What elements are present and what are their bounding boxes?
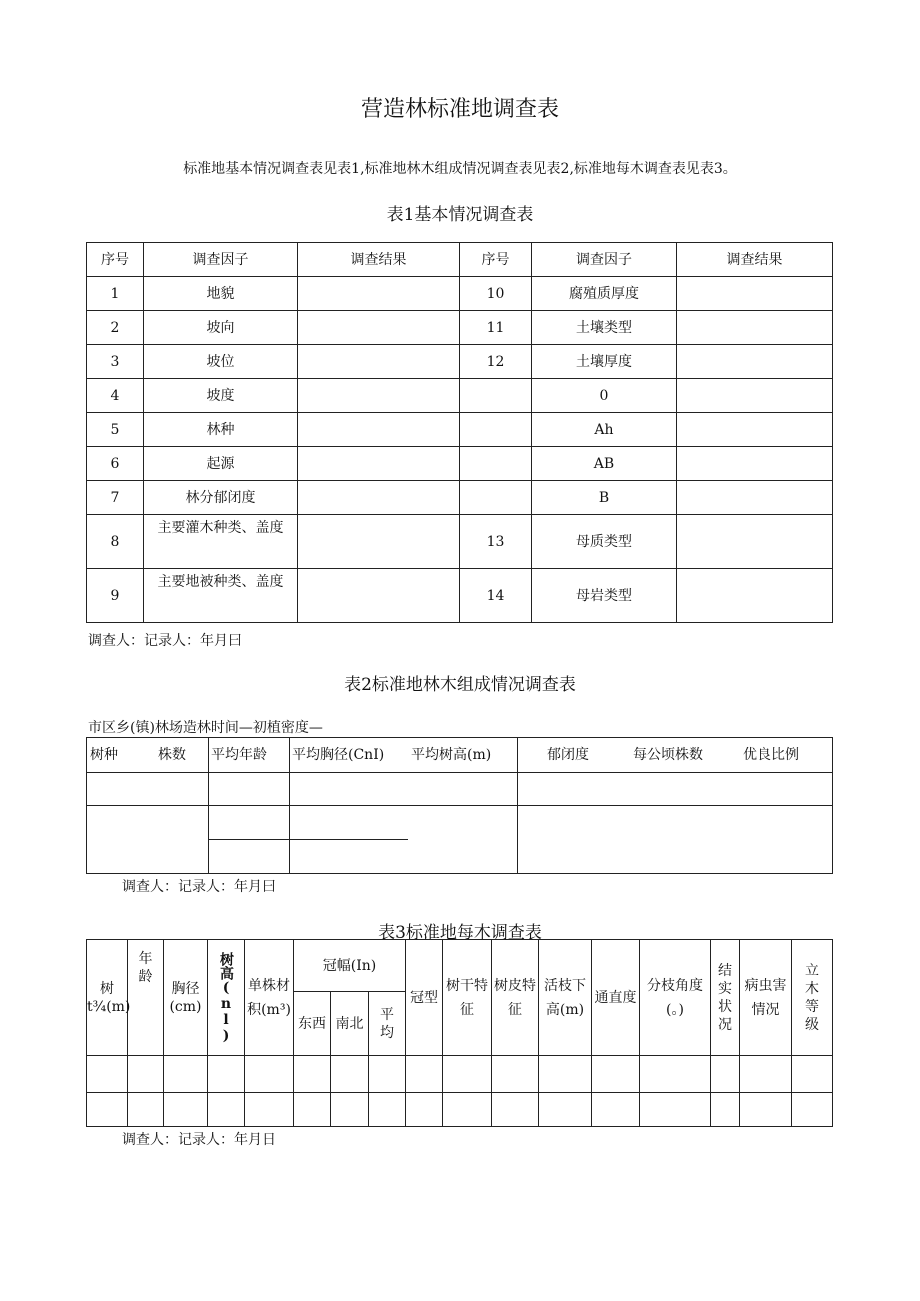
result-cell[interactable] [298,515,460,569]
header-dbh [164,940,208,1056]
row-factor: 腐殖质厚度 [532,277,677,311]
row-no: 8 [87,515,144,569]
row-factor: Ah [532,413,677,447]
row-factor: 林分郁闭度 [144,481,298,515]
table-row [87,379,833,413]
result-cell[interactable] [298,311,460,345]
table-row [87,413,833,447]
table3-caption: 表3标准地每木调查表 [378,923,542,943]
header-dbh-height [290,738,518,773]
data-cell[interactable] [740,1056,792,1093]
row-no: 9 [87,569,144,623]
header-factor-1: 调查因子 [144,243,298,277]
header-mean-text: 平均 [380,1006,394,1041]
data-cell[interactable] [128,1093,164,1127]
result-cell[interactable] [677,379,833,413]
header-grade [792,940,833,1056]
header-per-ha: 每公顷株数 [633,747,703,763]
header-height-text: 树高(nl) [218,951,234,1044]
row-no: 4 [87,379,144,413]
header-tree-no-a: 树 [100,980,114,997]
result-cell[interactable] [298,379,460,413]
table-row [87,311,833,345]
data-cell[interactable] [369,1093,406,1127]
row-no: 5 [87,413,144,447]
row-factor: 0 [532,379,677,413]
row-no: 14 [460,569,532,623]
data-cell[interactable] [443,1093,492,1127]
data-cell[interactable] [539,1056,592,1093]
table-row [87,1093,833,1127]
row-factor: 主要灌木种类、盖度 [144,515,298,569]
table-row [87,1056,833,1093]
header-result-1: 调查结果 [298,243,460,277]
header-fruiting [711,940,740,1056]
data-cell[interactable] [331,1093,369,1127]
data-cell[interactable] [740,1093,792,1127]
table-row [87,773,833,806]
data-cell[interactable] [87,773,209,806]
header-factor-2: 调查因子 [532,243,677,277]
header-trunk [443,940,492,1056]
header-height [208,940,245,1056]
result-cell[interactable] [298,569,460,623]
data-cell[interactable] [209,773,290,806]
result-cell[interactable] [677,515,833,569]
per-tree-table [86,939,833,1127]
result-cell[interactable] [298,447,460,481]
data-cell[interactable] [406,1056,443,1093]
data-cell[interactable] [87,1093,128,1127]
table-row [87,447,833,481]
data-cell[interactable] [164,1093,208,1127]
row-no [460,413,532,447]
data-cell[interactable] [290,773,518,806]
data-cell[interactable] [331,1056,369,1093]
row-factor: 坡度 [144,379,298,413]
result-cell[interactable] [677,413,833,447]
result-cell[interactable] [677,345,833,379]
table-row [87,481,833,515]
header-straightness: 通直度 [592,940,640,1056]
data-cell[interactable] [406,1093,443,1127]
row-no: 11 [460,311,532,345]
divider-line [208,839,408,840]
row-no: 1 [87,277,144,311]
header-pest [740,940,792,1056]
data-cell[interactable] [592,1056,640,1093]
header-avg-height: 平均树高(m) [411,747,492,763]
row-factor: 土壤厚度 [532,345,677,379]
table-row [87,806,833,840]
header-north-south: 南北 [331,992,369,1056]
header-result-2: 调查结果 [677,243,833,277]
data-cell[interactable] [208,1056,245,1093]
data-cell[interactable] [369,1056,406,1093]
data-cell[interactable] [164,1056,208,1093]
header-branch-angle [640,940,711,1056]
data-cell[interactable] [443,1056,492,1093]
header-age [128,940,164,1056]
result-cell[interactable] [677,311,833,345]
header-mean [369,992,406,1056]
header-trunk-text: 树干特征 [446,977,489,1018]
data-cell[interactable] [87,1056,128,1093]
row-factor: 土壤类型 [532,311,677,345]
data-cell[interactable] [492,1056,539,1093]
row-no: 12 [460,345,532,379]
row-factor: 起源 [144,447,298,481]
header-fruiting-text: 结实状况 [718,963,733,1033]
header-pest-text: 病虫害情况 [744,977,787,1018]
header-tree-no [87,940,131,1056]
header-no-2: 序号 [460,243,532,277]
data-cell[interactable] [640,1056,711,1093]
table-row [87,277,833,311]
intro-text: 标准地基本情况调查表见表1,标准地林木组成情况调查表见表2,标准地每木调查表见表3。 [183,161,737,177]
result-cell[interactable] [298,277,460,311]
data-cell[interactable] [294,1093,331,1127]
table1-footer: 调查人：记录人：年月曰 [88,633,242,649]
data-cell[interactable] [245,1093,294,1127]
row-no: 3 [87,345,144,379]
row-factor: 母岩类型 [532,569,677,623]
header-species-count [87,738,209,773]
header-dbh-text: 胸径(cm) [169,980,202,1015]
table2-footer: 调查人：记录人：年月曰 [122,879,276,895]
basic-info-table [86,242,833,623]
result-cell[interactable] [677,481,833,515]
row-factor: AB [532,447,677,481]
row-no [460,379,532,413]
row-no [460,447,532,481]
row-factor: B [532,481,677,515]
data-cell[interactable] [792,1056,833,1093]
result-cell[interactable] [298,345,460,379]
result-cell[interactable] [677,569,833,623]
table-row [87,345,833,379]
header-crown-shape: 冠型 [406,940,443,1056]
data-cell[interactable] [208,1093,245,1127]
header-canopy: 郁闭度 [547,747,589,763]
table-row [87,515,833,569]
header-volume-text: 单株材积(m³) [247,977,291,1018]
header-quality: 优良比例 [743,747,799,763]
data-cell[interactable] [245,1056,294,1093]
result-cell[interactable] [677,277,833,311]
header-bark [492,940,539,1056]
row-factor: 母质类型 [532,515,677,569]
row-factor: 林种 [144,413,298,447]
header-branch-height-text: 活枝下高(m) [544,977,587,1018]
data-cell[interactable] [209,840,290,874]
header-species: 树种 [90,747,118,763]
data-cell[interactable] [128,1056,164,1093]
header-count: 株数 [158,747,186,763]
data-cell[interactable] [711,1056,740,1093]
data-cell[interactable] [711,1093,740,1127]
page-title: 营造林标准地调查表 [360,97,559,122]
table-row [87,569,833,623]
table3-footer: 调查人：记录人：年月日 [122,1132,276,1148]
data-cell[interactable] [87,806,209,874]
data-cell[interactable] [209,806,290,840]
row-factor: 主要地被种类、盖度 [144,569,298,623]
row-no: 7 [87,481,144,515]
header-east-west: 东西 [294,992,331,1056]
row-no: 2 [87,311,144,345]
header-branch-angle-text: 分枝角度(。) [647,977,704,1018]
header-grade-text: 立木等级 [805,963,820,1033]
row-no: 6 [87,447,144,481]
header-avg-age: 平均年龄 [209,738,290,773]
result-cell[interactable] [677,447,833,481]
row-no: 10 [460,277,532,311]
result-cell[interactable] [298,413,460,447]
data-cell[interactable] [792,1093,833,1127]
row-factor: 地貌 [144,277,298,311]
row-factor: 坡位 [144,345,298,379]
data-cell[interactable] [640,1093,711,1127]
header-branch-height [539,940,592,1056]
header-avg-dbh: 平均胸径(CnI) [292,747,385,763]
data-cell[interactable] [518,806,833,874]
data-cell[interactable] [518,773,833,806]
table1-caption: 表1基本情况调查表 [386,205,534,225]
data-cell[interactable] [592,1093,640,1127]
row-no: 13 [460,515,532,569]
header-canopy-group [518,738,833,773]
header-crown: 冠幅(In) [294,940,406,992]
row-no [460,481,532,515]
composition-table [86,737,833,874]
header-bark-text: 树皮特征 [494,977,537,1018]
header-no-1: 序号 [87,243,144,277]
table2-subtitle: 市区乡(镇)林场造林时间—初植密度— [88,720,323,736]
row-factor: 坡向 [144,311,298,345]
table2-caption: 表2标准地林木组成情况调查表 [344,675,576,695]
header-age-text: 年龄 [138,951,153,985]
result-cell[interactable] [298,481,460,515]
data-cell[interactable] [294,1056,331,1093]
data-cell[interactable] [539,1093,592,1127]
header-tree-no-b: t¾(m) [87,998,131,1015]
data-cell[interactable] [492,1093,539,1127]
header-volume [245,940,294,1056]
